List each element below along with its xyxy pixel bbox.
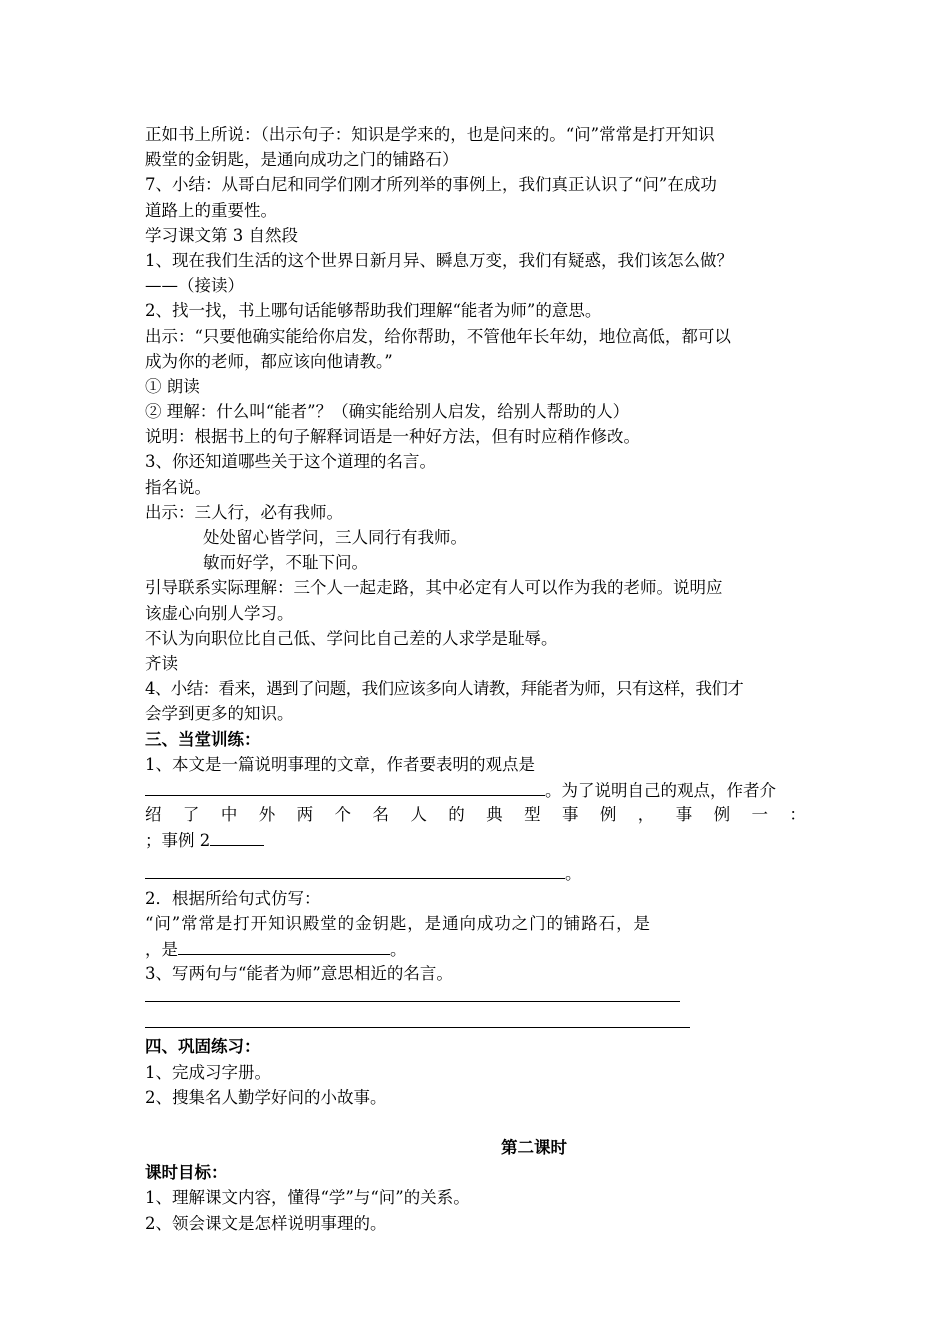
text-line: 引导联系实际理解：三个人一起走路，其中必定有人可以作为我的老师。说明应 [145,578,723,598]
question-1: 1、本文是一篇说明事理的文章，作者要表明的观点是 [145,754,535,774]
spread-char: 中 [220,805,238,825]
answer-line[interactable] [145,1001,680,1002]
list-item: 1、理解课文内容，懂得“学”与“问”的关系。 [145,1188,470,1208]
text-line: ② 理解：什么叫“能者”？（确实能给别人启发，给别人帮助的人） [145,402,630,422]
spread-char: 绍 [145,805,162,825]
spread-char: 个 [334,805,352,825]
question-3: 3、写两句与“能者为师”意思相近的名言。 [145,964,453,984]
spread-char: 了 [182,805,200,825]
list-item: 2、搜集名人勤学好问的小故事。 [145,1087,387,1107]
spread-char: 例 [713,805,731,825]
question-1-spread [145,802,810,827]
spread-char: 型 [524,805,541,825]
section-heading: 四、巩固练习： [145,1037,261,1057]
answer-blank[interactable] [178,936,390,955]
list-item: 1、完成习字册。 [145,1062,271,1082]
question-2-cont: ，是 。 [145,936,810,961]
section-heading: 三、当堂训练： [145,729,261,749]
text-line: ——（接读） [145,276,244,296]
spread-char: 例 [599,805,617,825]
question-2-prompt: “问”常常是打开知识殿堂的金钥匙，是通向成功之门的铺路石，是 [145,913,651,933]
text-line: 该虚心向别人学习。 [145,603,294,623]
text-line: 出示：三人行，必有我师。 [145,502,343,522]
goal-heading: 课时目标： [145,1163,228,1183]
spread-char: 外 [258,805,276,825]
text-line: 2、找一找，书上哪句话能够帮助我们理解“能者为师”的意思。 [145,301,602,321]
spread-char: 的 [448,805,465,825]
text-line: ① 朗读 [145,376,200,396]
answer-blank[interactable] [210,827,264,846]
spread-char: 一 [751,805,768,825]
spread-char: 人 [410,805,427,825]
text-line: 正如书上所说：（出示句子：知识是学来的，也是问来的。“问”常常是打开知识 [145,125,715,144]
text-line: 学习课文第 3 自然段 [145,225,298,245]
spread-char: ， [637,805,655,825]
spread-char: 名 [372,805,389,825]
list-item: 2、领会课文是怎样说明事理的。 [145,1213,387,1233]
question-1-cont: 。为了说明自己的观点，作者介 [145,777,810,802]
spread-char: 事 [561,805,579,825]
text-line: 3、你还知道哪些关于这个道理的名言。 [145,452,436,472]
text-line: 成为你的老师，都应该向他请教。” [145,351,393,371]
spread-char: 典 [486,805,503,825]
text-line: 道路上的重要性。 [145,200,277,220]
text-line: 会学到更多的知识。 [145,704,294,724]
question-2-title: 2．根据所给句式仿写： [145,888,321,908]
quote-line: 处处留心皆学问，三人同行有我师。 [203,528,467,547]
text-line: 1、现在我们生活的这个世界日新月异、瞬息万变，我们有疑惑，我们该怎么做？ [145,250,733,270]
text-line: 4、小结：看来，遇到了问题，我们应该多向人请教，拜能者为师，只有这样，我们才 [145,679,744,699]
text-line: 出示：“只要他确实能给你启发，给你帮助，不管他年长年幼，地位高低，都可以 [145,326,731,346]
text-line: 指名说。 [145,477,211,497]
text-line: 齐读 [145,653,178,673]
answer-blank[interactable] [145,860,565,879]
text-line: 说明：根据书上的句子解释词语是一种好方法，但有时应稍作修改。 [145,427,640,447]
text-line: 殿堂的金钥匙，是通向成功之门的铺路石） [145,150,459,170]
question-1-end: 。 [145,860,810,885]
lesson-title: 第二课时 [501,1137,567,1157]
quote-line: 敏而好学，不耻下问。 [203,553,368,573]
text-line: 不认为向职位比自己低、学问比自己差的人求学是耻辱。 [145,628,558,648]
spread-char: ： [789,805,806,825]
text-line: 7、小结：从哥白尼和同学们刚才所列举的事例上，我们真正认识了“问”在成功 [145,175,717,195]
answer-line[interactable] [145,1027,690,1028]
question-1-example2: ；事例 2 [145,827,810,852]
spread-char: 事 [675,805,693,825]
document-page [145,122,810,1236]
answer-blank[interactable] [145,777,545,796]
spread-char: 两 [296,805,314,825]
